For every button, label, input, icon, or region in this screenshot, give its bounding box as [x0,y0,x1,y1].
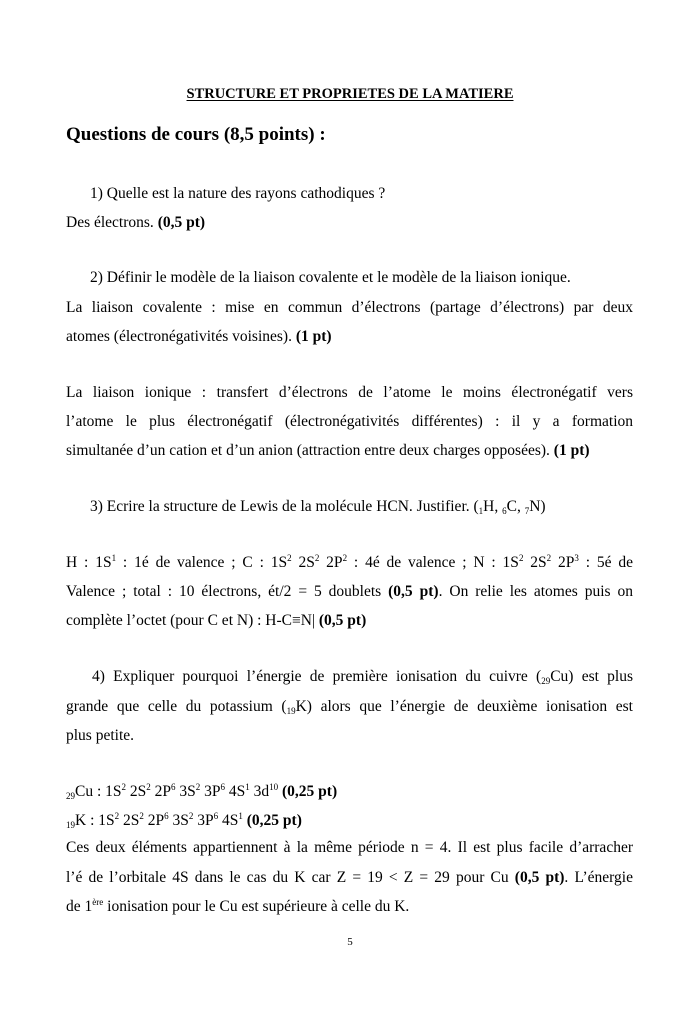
sup: 2 [114,811,120,821]
lewis-points: (0,5 pt) [318,612,367,629]
valence-text-end: . On relie les atomes puis on [438,583,633,600]
config-part: 3P [193,812,214,829]
question-4-text: 4) Expliquer pourquoi l’énergie de première ionisation du cuivre ( [92,668,542,685]
config-part: 3S [168,812,189,829]
answer-1-text: Des électrons. [66,214,154,231]
sup: 2 [314,553,320,563]
sup: 2 [188,811,194,821]
config-part: : 5é de [578,554,634,571]
config-part: 2P [150,783,172,800]
config-c: : 1é de valence ; C : 1S [116,554,288,571]
conclusion-points: (0,5 pt) [514,869,565,886]
covalent-line-2-text: atomes (électronégativités voisines). [66,328,292,345]
answer-1-points: (0,5 pt) [157,214,206,231]
question-4-line-2 [66,697,633,717]
ionic-line-3 [66,441,633,461]
lewis-line [66,611,633,631]
config-part: 2S [126,783,147,800]
sup: 2 [146,782,151,792]
k-config [66,811,633,831]
covalent-points: (1 pt) [295,328,332,345]
question-4-line-1 [92,667,633,687]
config-part: 3P [200,783,221,800]
sup: 2 [195,782,201,792]
conclusion-text: l’é de l’orbitale 4S dans le cas du K car Z = 19 < Z = 29 pour Cu [66,869,515,886]
sup: 1 [245,782,250,792]
conclusion-line-3 [66,897,633,917]
config-part: 2P [551,554,575,571]
config-part: 3d [249,783,270,800]
sup: 10 [269,782,279,792]
config-part: 3S [175,783,196,800]
conclusion-text: ionisation pour le Cu est supérieure à celle du K. [103,898,410,915]
sup: 6 [164,811,169,821]
lewis-text: complète l’octet (pour C et N) : H-C≡N| [66,612,319,629]
ionic-line-3-text: simultanée d’un cation et d’un anion (attraction entre deux charges opposées). [66,442,550,459]
question-2: 2) Définir le modèle de la liaison covalente et le modèle de la liaison ionique. [90,269,571,286]
sup: 2 [518,553,524,563]
conclusion-text: de 1 [66,898,93,915]
sup: 6 [213,811,219,821]
question-4-text: grande que celle du potassium ( [66,698,287,715]
cu-config [66,782,633,802]
symbol-h: H, [483,498,503,515]
section-heading: Questions de cours (8,5 points) : [66,124,326,145]
page-number: 5 [347,936,353,948]
config-part: 2S [523,554,547,571]
atomic-number-cu: 29 [541,676,551,686]
atomic-number: 19 [66,820,75,830]
sup: 1 [111,553,117,563]
sup: 2 [139,811,144,821]
valence-points: (0,5 pt) [388,583,439,600]
covalent-line-1: La liaison covalente : mise en commun d’électrons (partage d’électrons) par deux [66,299,633,316]
sup: ère [92,897,104,907]
config-part: 4S [225,783,246,800]
config-part: 2P [143,812,165,829]
covalent-line-2 [66,327,633,347]
ionic-line-2: l’atome le plus électronégatif (électronégativités différentes) : il y a formation [66,413,633,430]
question-1: 1) Quelle est la nature des rayons cathodiques ? [90,185,386,202]
question-4-line-3: plus petite. [66,727,135,744]
ionic-line-1: La liaison ionique : transfert d’électrons de l’atome le moins électronégatif vers [66,384,633,401]
sup: 2 [546,553,552,563]
electron-config-line [66,553,633,573]
conclusion-text: . L’énergie [564,869,633,886]
question-4-text: K) alors que l’énergie de deuxième ionisation est [295,698,633,715]
config-part: 2S [119,812,140,829]
sup: 6 [220,782,226,792]
atomic-number-h: 1 [478,506,484,516]
config-part: Cu : 1S [75,783,122,800]
atomic-number-n: 7 [524,506,530,516]
config-part: K : 1S [75,812,115,829]
symbol-c: C, [506,498,525,515]
sup: 2 [342,553,348,563]
config-n: : 4é de valence ; N : 1S [347,554,519,571]
sup: 3 [574,553,579,563]
answer-1 [66,213,633,233]
k-points: (0,25 pt) [246,812,302,829]
config-part: 4S [218,812,239,829]
config-h: H : 1S [66,554,112,571]
atomic-number-c: 6 [502,506,507,516]
sup: 1 [238,811,243,821]
config-part: 2S [291,554,315,571]
valence-text: Valence ; total : 10 électrons, ét/2 = 5 doublets [66,583,389,600]
conclusion-line-2 [66,868,633,888]
config-part: 2P [319,554,343,571]
atomic-number: 29 [66,791,75,801]
cu-points: (0,25 pt) [282,783,338,800]
question-3 [90,497,657,517]
conclusion-line-1: Ces deux éléments appartiennent à la même période n = 4. Il est plus facile d’arracher [66,839,633,856]
sup: 6 [171,782,176,792]
question-4-text: Cu) est plus [550,668,633,685]
question-3-text: 3) Ecrire la structure de Lewis de la molécule HCN. Justifier. ( [90,498,479,515]
ionic-points: (1 pt) [553,442,590,459]
symbol-n: N) [529,498,546,515]
atomic-number-k: 19 [286,706,296,716]
page-title: STRUCTURE ET PROPRIETES DE LA MATIERE [186,86,514,102]
sup: 2 [121,782,127,792]
valence-line [66,582,633,602]
sup: 2 [287,553,292,563]
